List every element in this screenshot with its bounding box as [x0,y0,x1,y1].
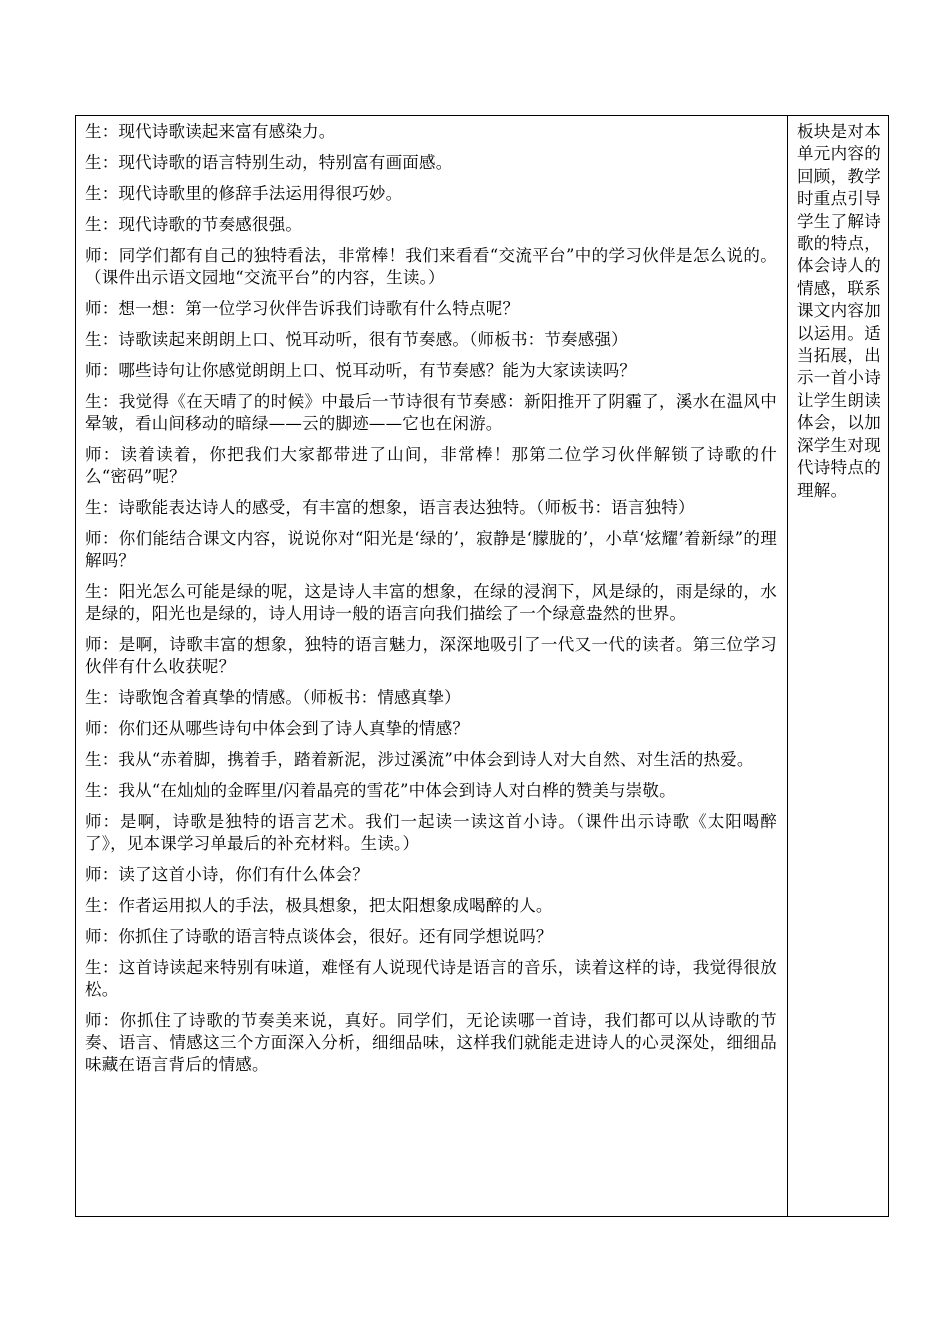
dialogue-line: 生：我从“赤着脚，携着手，踏着新泥，涉过溪流”中体会到诗人对大自然、对生活的热爱。 [85,750,754,769]
lesson-table [75,115,889,1217]
dialogue-line: 生：诗歌饱含着真挚的情感。（师板书：情感真挚） [85,688,461,707]
dialogue-line: 生：现代诗歌里的修辞手法运用得很巧妙。 [85,184,403,203]
dialogue-line: 师：你抓住了诗歌的语言特点谈体会，很好。还有同学想说吗？ [85,927,553,946]
dialogue-line: 生：我从“在灿灿的金晖里/闪着晶亮的雪花”中体会到诗人对白桦的赞美与崇敬。 [85,781,676,800]
dialogue-line: 生：现代诗歌的节奏感很强。 [85,215,303,234]
dialogue-line: 生：这首诗读起来特别有味道，难怪有人说现代诗是语言的音乐，读着这样的诗，我觉得很放松。 [85,958,777,999]
teaching-note-column [788,116,888,1216]
dialogue-line: 生：阳光怎么可能是绿的呢，这是诗人丰富的想象，在绿的浸润下，风是绿的，雨是绿的，水是绿的，阳光也是绿的，诗人用诗一般的语言向我们描绘了一个绿意盎然的世界。 [85,582,777,623]
dialogue-line: 生：诗歌能表达诗人的感受，有丰富的想象，语言表达独特。（师板书：语言独特） [85,498,695,517]
dialogue-line: 生：现代诗歌读起来富有感染力。 [85,122,336,141]
dialogue-line: 师：你们能结合课文内容，说说你对“阳光是‘绿的’，寂静是‘朦胧的’，小草‘炫耀’着新绿”的理解吗？ [85,529,777,570]
dialogue-line: 生：现代诗歌的语言特别生动，特别富有画面感。 [85,153,453,172]
dialogue-line: 生：作者运用拟人的手法，极具想象，把太阳想象成喝醉的人。 [85,896,553,915]
dialogue-line: 师：读了这首小诗，你们有什么体会？ [85,865,369,884]
dialogue-line: 师：想一想：第一位学习伙伴告诉我们诗歌有什么特点呢？ [85,299,520,318]
dialogue-line: 师：读着读着，你把我们大家都带进了山间，非常棒！那第二位学习伙伴解锁了诗歌的什么“密码”呢？ [85,445,777,486]
dialogue-line: 师：你抓住了诗歌的节奏美来说，真好。同学们，无论读哪一首诗，我们都可以从诗歌的节奏、语言、情感这三个方面深入分析，细细品味，这样我们就能走进诗人的心灵深处，细细品味藏在语言背后的情感。 [85,1011,777,1074]
dialogue-line: 生：诗歌读起来朗朗上口、悦耳动听，很有节奏感。（师板书：节奏感强） [85,330,628,349]
teaching-note: 板块是对本单元内容的回顾，教学时重点引导学生了解诗歌的特点，体会诗人的情感，联系课文内容加以运用。适当拓展，出示一首小诗让学生朗读体会，以加深学生对现代诗特点的理解。 [797,122,881,500]
dialogue-line: 师：同学们都有自己的独特看法，非常棒！我们来看看“交流平台”中的学习伙伴是怎么说的。（课件出示语文园地“交流平台”的内容，生读。） [85,246,777,287]
dialogue-line: 师：你们还从哪些诗句中体会到了诗人真挚的情感？ [85,719,470,738]
lesson-dialogue-column [76,116,788,1216]
dialogue-line: 师：哪些诗句让你感觉朗朗上口、悦耳动听，有节奏感？能为大家读读吗？ [85,361,637,380]
dialogue-line: 师：是啊，诗歌丰富的想象，独特的语言魅力，深深地吸引了一代又一代的读者。第三位学习伙伴有什么收获呢？ [85,635,777,676]
dialogue-line: 师：是啊，诗歌是独特的语言艺术。我们一起读一读这首小诗。（课件出示诗歌《太阳喝醉了》，见本课学习单最后的补充材料。生读。） [85,812,777,853]
dialogue-line: 生：我觉得《在天晴了的时候》中最后一节诗很有节奏感：新阳推开了阴霾了，溪水在温风中晕皱，看山间移动的暗绿——云的脚迹——它也在闲游。 [85,392,777,433]
